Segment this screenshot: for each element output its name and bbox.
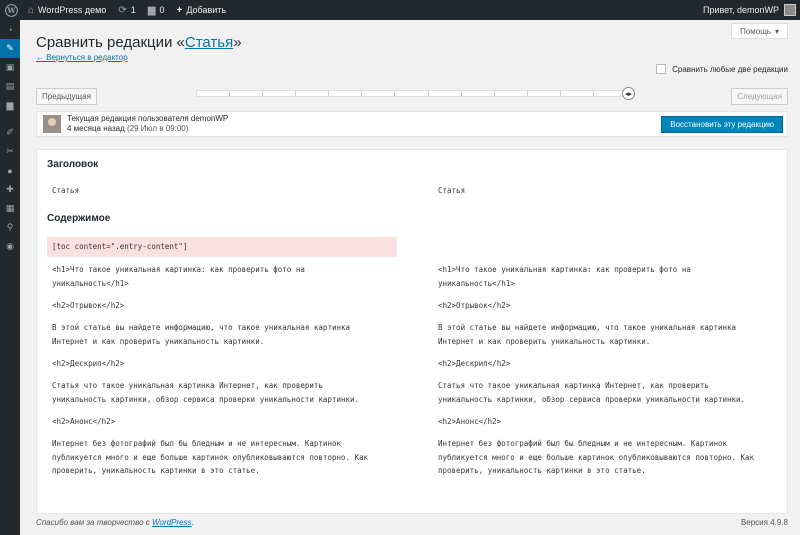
left-paragraph: <h2>Анонс</h2> <box>52 417 116 426</box>
plugins-icon[interactable]: ✂ <box>6 146 14 156</box>
footer-thanks <box>36 518 194 527</box>
avatar-small <box>784 4 796 16</box>
right-paragraph: <h1>Что такое уникальная картинка: как проверить фото на уникальность</h1> <box>438 265 691 288</box>
right-paragraph: В этой статье вы найдете информацию, что такое уникальная картинка Интернет и как проверить уникальность картинки. <box>438 323 737 346</box>
pages-icon[interactable]: ▤ <box>5 81 15 91</box>
page-title <box>36 34 242 51</box>
plus-icon: + <box>176 4 183 16</box>
slider-tick <box>230 91 263 96</box>
search-icon[interactable]: ⚲ <box>6 222 14 232</box>
post-title-link[interactable]: Статья <box>184 34 234 51</box>
right-paragraph: Интернет без фотографий был бы бледным и не интересным. Картинок публикуется много и еще больше картинок опубликовываются повторно. Как проверить, уникальность картинки в это статье. <box>438 439 755 475</box>
author-name: demonWP <box>190 114 229 123</box>
settings-icon[interactable]: ▦ <box>5 203 15 213</box>
new-content-label: Добавить <box>186 5 227 15</box>
title-heading: Заголовок <box>47 159 99 170</box>
right-paragraph: <h2>Анонс</h2> <box>438 417 502 426</box>
title-left: Статья <box>52 186 80 195</box>
revision-meta <box>36 111 788 137</box>
revision-time: 4 месяца назад <box>67 124 125 133</box>
wordpress-link[interactable]: WordPress <box>151 518 192 527</box>
chevron-down-icon: ▾ <box>774 26 779 36</box>
left-paragraph: В этой статье вы найдете информацию, что такое уникальная картинка Интернет и как проверить уникальность картинки. <box>52 323 351 346</box>
content-heading: Содержимое <box>47 213 111 224</box>
collapse-menu-icon[interactable]: ◉ <box>6 241 14 251</box>
comments-menu-icon[interactable]: ▆ <box>6 100 14 110</box>
comment-icon: ▆ <box>147 4 156 16</box>
left-paragraph: <h2>Отрывок</h2> <box>52 301 125 310</box>
site-name-link[interactable] <box>22 0 112 20</box>
right-paragraph: Статья что такое уникальная картинка Интернет, как проверить уникальность картинки, обзор сервиса проверки уникальности картинки. <box>438 381 746 404</box>
next-button[interactable]: Следующая <box>731 88 788 105</box>
compare-any-toggle[interactable] <box>656 64 788 74</box>
left-paragraph: Интернет без фотографий был бы бледным и не интересным. Картинок публикуется много и еще больше картинок опубликовываются повторно. Как проверить, уникальность картинки в это статье. <box>52 439 369 475</box>
version-text: Версия 4.9.8 <box>740 518 788 527</box>
slider-tick <box>296 91 329 96</box>
tools-icon[interactable]: ✚ <box>6 184 14 194</box>
removed-line: [toc content=".entry-content"] <box>47 237 397 257</box>
site-name: WordPress демо <box>38 5 107 15</box>
author-avatar <box>43 115 61 133</box>
main-content <box>20 20 800 535</box>
revision-date: (29 Июл в 09:00) <box>127 124 189 133</box>
revision-meta-text <box>67 114 228 134</box>
revision-diff <box>36 149 788 514</box>
new-content-link[interactable] <box>170 0 232 20</box>
users-icon[interactable]: ● <box>7 165 13 176</box>
footer-thanks-suffix: . <box>191 518 194 527</box>
slider-handle-arrows-icon[interactable]: ◂▸ <box>622 87 635 100</box>
greeting: Привет, demonWP <box>702 5 779 15</box>
previous-button[interactable]: Предыдущая <box>36 88 97 105</box>
home-icon: ⌂ <box>28 4 35 16</box>
left-paragraph: <h1>Что такое уникальная картинка: как проверить фото на уникальность</h1> <box>52 265 305 288</box>
left-paragraph: Статья что такое уникальная картинка Интернет, как проверить уникальность картинки, обзор сервиса проверки уникальности картинки. <box>52 381 360 404</box>
slider-tick <box>395 91 428 96</box>
right-paragraph: <h2>Отрывок</h2> <box>438 301 511 310</box>
footer-thanks-prefix: Спасибо вам за творчество с <box>36 518 152 527</box>
updates-link[interactable] <box>112 0 141 20</box>
admin-side-menu <box>0 20 20 535</box>
slider-tick <box>528 91 561 96</box>
back-to-editor-link[interactable]: ← Вернуться в редактор <box>36 53 128 62</box>
slider-tick <box>462 91 495 96</box>
slider-tick <box>197 91 230 96</box>
posts-pin-icon[interactable]: ✎ <box>0 39 20 58</box>
comments-count: 0 <box>159 5 165 15</box>
admin-bar <box>0 0 800 20</box>
my-account[interactable] <box>697 0 800 20</box>
appearance-icon[interactable]: ✐ <box>6 127 14 137</box>
dashboard-icon[interactable]: ◔ <box>7 24 13 35</box>
restore-revision-button[interactable]: Восстановить эту редакцию <box>661 116 783 133</box>
page-title-suffix: » <box>233 34 242 51</box>
svg-text:W: W <box>6 5 16 15</box>
slider-tick <box>263 91 296 96</box>
left-paragraph: <h2>Дескрип</h2> <box>52 359 125 368</box>
media-icon[interactable]: ▣ <box>5 62 15 72</box>
page-title-prefix: Сравнить редакции « <box>36 34 185 51</box>
title-right: Статья <box>438 186 466 195</box>
help-button[interactable] <box>731 23 788 39</box>
compare-any-checkbox[interactable] <box>656 64 666 74</box>
author-prefix: Текущая редакция пользователя <box>67 114 191 123</box>
slider-tick <box>429 91 462 96</box>
comments-link[interactable] <box>142 0 171 20</box>
slider-tick <box>561 91 594 96</box>
updates-icon: ⟳ <box>118 4 127 16</box>
compare-any-label: Сравнить любые две редакции <box>672 64 788 74</box>
help-label: Помощь <box>740 26 771 36</box>
right-paragraph: <h2>Дескрип</h2> <box>438 359 511 368</box>
slider-tick <box>495 91 528 96</box>
slider-tick <box>329 91 362 96</box>
slider-tick <box>362 91 395 96</box>
updates-count: 1 <box>130 5 136 15</box>
revision-slider[interactable] <box>196 90 627 97</box>
wordpress-logo-icon[interactable] <box>0 0 22 20</box>
